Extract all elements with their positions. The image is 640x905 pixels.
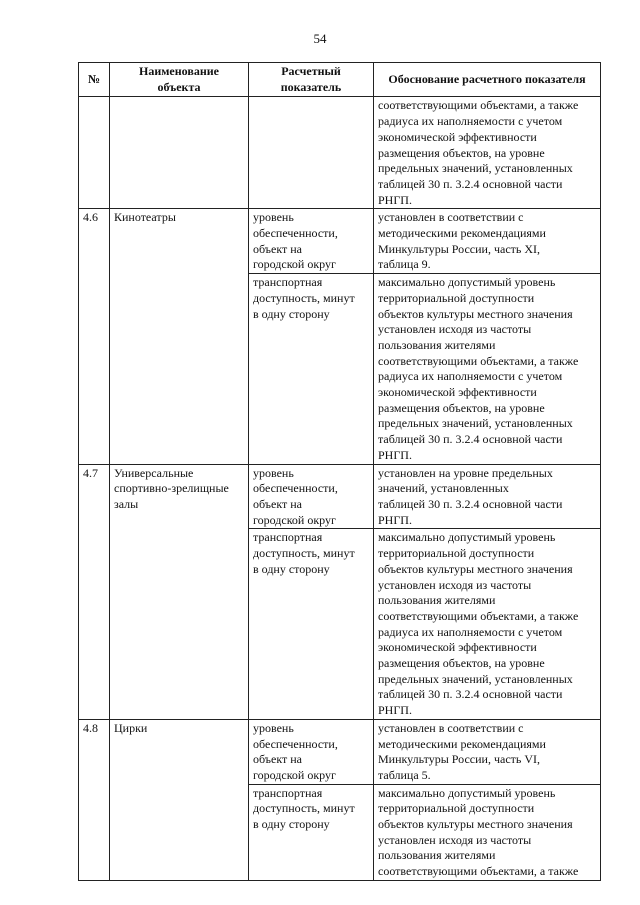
cell-basis: соответствующими объектами, а также радиуса их наполняемости с учетом экономической эффективности размещения объектов, на уровне предельных значений, установленных таблицей 30 п. 3.2.4 основной части РНГП. bbox=[374, 97, 601, 209]
cell-indicator: транспортная доступность, минут в одну сторону bbox=[249, 529, 374, 719]
cell-object-name bbox=[110, 97, 249, 209]
table-row bbox=[79, 464, 601, 529]
cell-basis: установлен в соответствии с методическими рекомендациями Минкультуры России, часть XI, таблица 9. bbox=[374, 209, 601, 274]
cell-basis: максимально допустимый уровень территориальной доступности объектов культуры местного значения установлен исходя из частоты пользования жителями соответствующими объектами, а также радиуса их наполняемости с учетом экономической эффективности размещения объектов, на уровне предельных значений, установленных таблицей 30 п. 3.2.4 основной части РНГП. bbox=[374, 274, 601, 464]
cell-indicator: уровень обеспеченности, объект на городской округ bbox=[249, 719, 374, 784]
cell-object-name: Цирки bbox=[110, 719, 249, 880]
cell-indicator: уровень обеспеченности, объект на городской округ bbox=[249, 464, 374, 529]
cell-indicator: транспортная доступность, минут в одну сторону bbox=[249, 274, 374, 464]
header-object-name: Наименование объекта bbox=[110, 63, 249, 97]
cell-number bbox=[79, 97, 110, 209]
cell-basis: максимально допустимый уровень территориальной доступности объектов культуры местного значения установлен исходя из частоты пользования жителями соответствующими объектами, а также радиуса их наполняемости с учетом экономической эффективности размещения объектов, на уровне предельных значений, установленных таблицей 30 п. 3.2.4 основной части РНГП. bbox=[374, 529, 601, 719]
cell-indicator bbox=[249, 97, 374, 209]
table-row-continuation bbox=[79, 97, 601, 209]
cell-basis: установлен в соответствии с методическими рекомендациями Минкультуры России, часть VI, таблица 5. bbox=[374, 719, 601, 784]
cell-basis: максимально допустимый уровень территориальной доступности объектов культуры местного значения установлен исходя из частоты пользования жителями соответствующими объектами, а также bbox=[374, 784, 601, 880]
cell-number: 4.6 bbox=[79, 209, 110, 464]
table-row bbox=[79, 209, 601, 274]
cell-basis: установлен на уровне предельных значений, установленных таблицей 30 п. 3.2.4 основной части РНГП. bbox=[374, 464, 601, 529]
cell-object-name: Универсальные спортивно-зрелищные залы bbox=[110, 464, 249, 719]
cell-object-name: Кинотеатры bbox=[110, 209, 249, 464]
cell-indicator: транспортная доступность, минут в одну сторону bbox=[249, 784, 374, 880]
standards-table bbox=[78, 62, 601, 881]
table-row bbox=[79, 719, 601, 784]
header-number: № bbox=[79, 63, 110, 97]
table-header-row bbox=[79, 63, 601, 97]
header-basis: Обоснование расчетного показателя bbox=[374, 63, 601, 97]
cell-number: 4.7 bbox=[79, 464, 110, 719]
cell-number: 4.8 bbox=[79, 719, 110, 880]
page-number: 54 bbox=[313, 31, 327, 46]
header-indicator: Расчетный показатель bbox=[249, 63, 374, 97]
cell-indicator: уровень обеспеченности, объект на городской округ bbox=[249, 209, 374, 274]
